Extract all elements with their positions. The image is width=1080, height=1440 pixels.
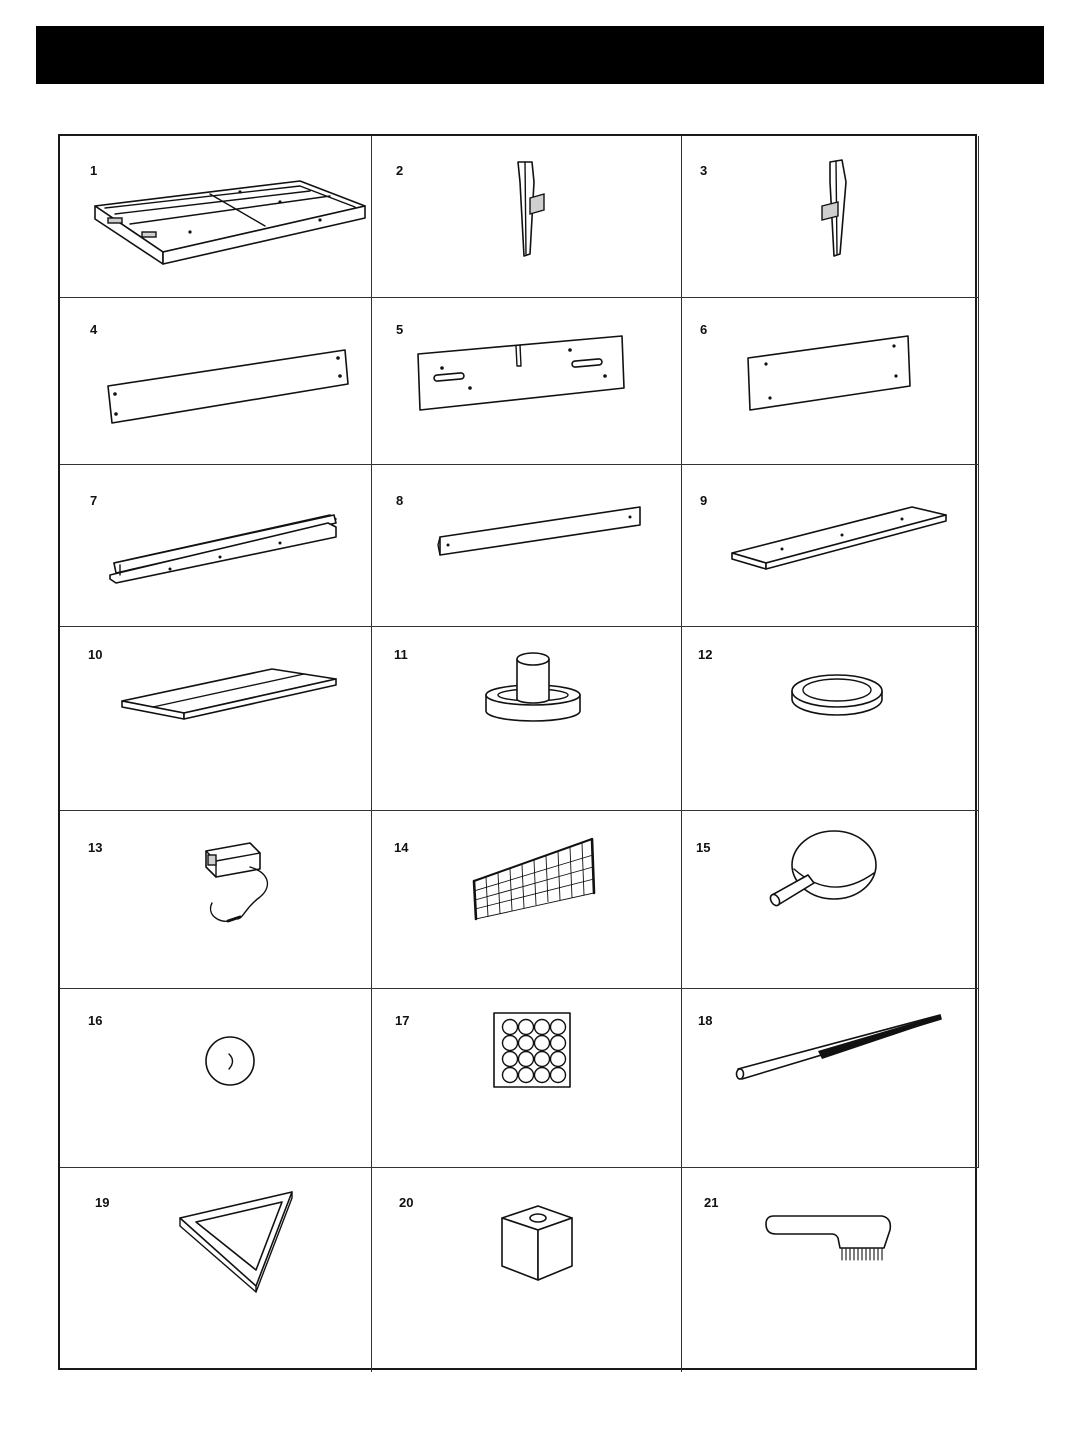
part-number: 2 <box>396 163 404 178</box>
part-number: 3 <box>700 163 708 178</box>
part-number: 4 <box>90 322 98 337</box>
table-frame-icon <box>60 136 372 298</box>
part-number: 20 <box>399 1195 414 1210</box>
part-number: 21 <box>704 1195 719 1210</box>
part-number: 19 <box>95 1195 110 1210</box>
part-cell-8 <box>372 465 682 627</box>
side-rail-icon <box>372 465 682 627</box>
part-number: 7 <box>90 493 98 508</box>
header-bar <box>36 26 1044 84</box>
part-number: 12 <box>698 647 713 662</box>
center-panel-icon <box>372 298 682 465</box>
part-cell-14 <box>372 811 682 989</box>
part-cell-17 <box>372 989 682 1168</box>
brush-icon <box>682 1168 979 1372</box>
part-number: 6 <box>700 322 708 337</box>
part-cell-11 <box>372 627 682 811</box>
part-number: 16 <box>88 1013 103 1028</box>
chalk-icon <box>372 1168 682 1372</box>
part-cell-15 <box>682 811 979 989</box>
part-cell-16 <box>60 989 372 1168</box>
part-cell-5 <box>372 298 682 465</box>
puck-icon <box>682 627 979 811</box>
leg-right-icon <box>682 136 979 298</box>
part-cell-4 <box>60 298 372 465</box>
part-cell-13 <box>60 811 372 989</box>
part-number: 5 <box>396 322 404 337</box>
paddle-icon <box>682 811 979 989</box>
part-cell-7 <box>60 465 372 627</box>
part-cell-2 <box>372 136 682 298</box>
part-number: 8 <box>396 493 404 508</box>
part-cell-12 <box>682 627 979 811</box>
part-number: 15 <box>696 840 711 855</box>
angle-rail-icon <box>60 465 372 627</box>
parts-grid <box>58 134 977 1370</box>
part-cell-9 <box>682 465 979 627</box>
part-number: 9 <box>700 493 708 508</box>
part-number: 17 <box>395 1013 410 1028</box>
triangle-rack-icon <box>60 1168 372 1372</box>
felt-pads-icon <box>372 989 682 1168</box>
part-number: 10 <box>88 647 103 662</box>
flat-rail-icon <box>682 465 979 627</box>
part-cell-20 <box>372 1168 682 1372</box>
leg-left-icon <box>372 136 682 298</box>
ball-icon <box>60 989 372 1168</box>
short-panel-icon <box>682 298 979 465</box>
cue-stick-icon <box>682 989 979 1168</box>
part-cell-18 <box>682 989 979 1168</box>
part-number: 1 <box>90 163 98 178</box>
part-cell-10 <box>60 627 372 811</box>
long-side-panel-icon <box>60 298 372 465</box>
part-number: 13 <box>88 840 103 855</box>
tennis-net-icon <box>372 811 682 989</box>
part-cell-3 <box>682 136 979 298</box>
part-cell-6 <box>682 298 979 465</box>
part-number: 18 <box>698 1013 713 1028</box>
power-adapter-icon <box>60 811 372 989</box>
playing-board-icon <box>60 627 372 811</box>
part-cell-19 <box>60 1168 372 1372</box>
part-cell-1 <box>60 136 372 298</box>
part-number: 14 <box>394 840 409 855</box>
hockey-pusher-icon <box>372 627 682 811</box>
part-number: 11 <box>394 647 408 662</box>
part-cell-21 <box>682 1168 979 1372</box>
